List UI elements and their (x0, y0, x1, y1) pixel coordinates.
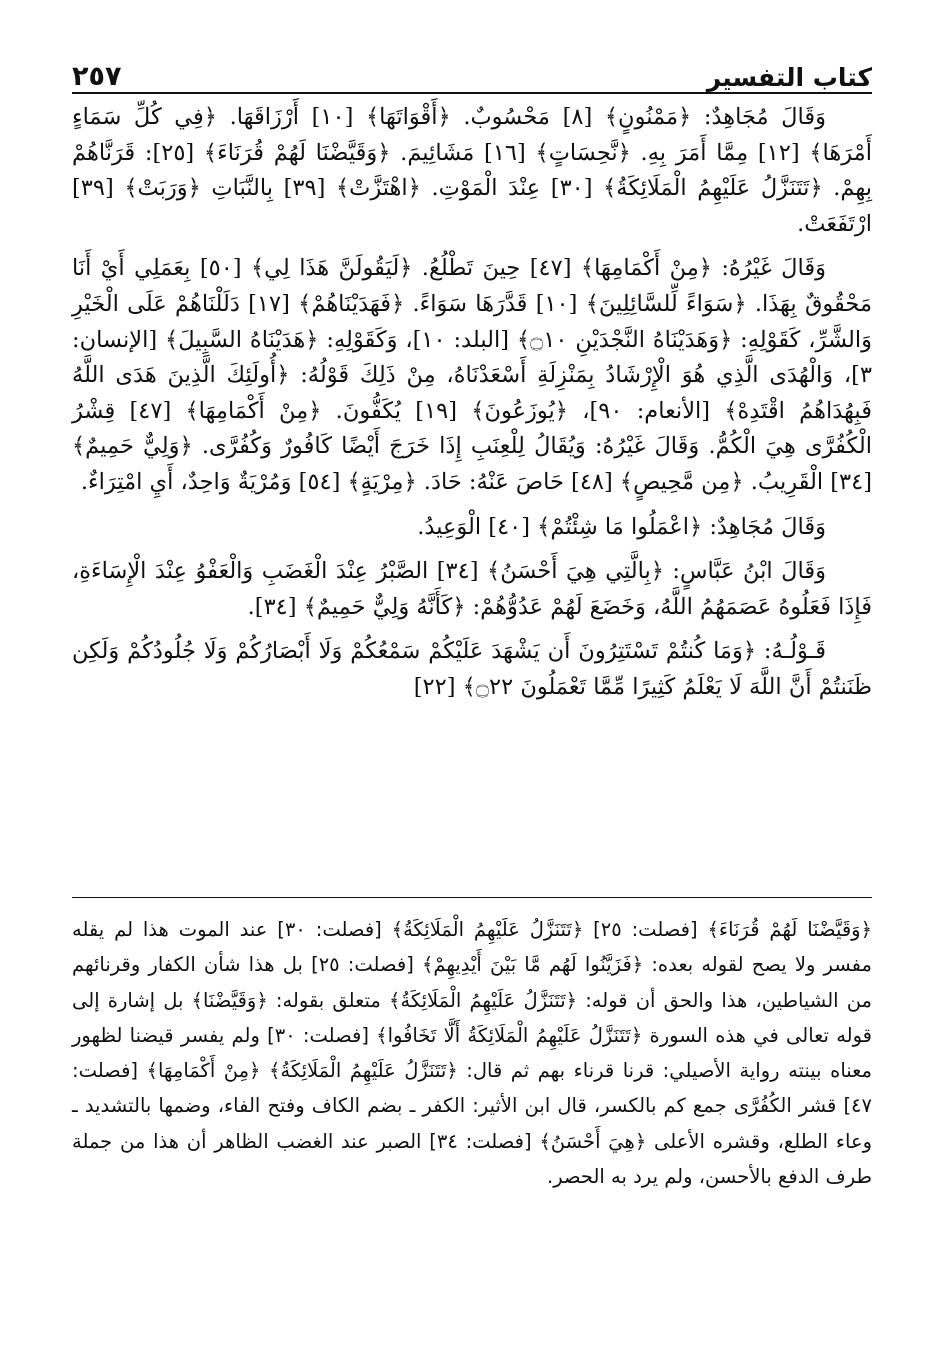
running-title: كتاب التفسير (706, 63, 872, 92)
footnote-rule (72, 897, 872, 898)
page-number: ٢٥٧ (72, 61, 122, 92)
paragraph: وَقَالَ ابْنُ عَبَّاسٍ: ﴿بِالَّتِي هِيَ أَحْسَنُ﴾ [٣٤] الصَّبْرُ عِنْدَ الْغَضَبِ وَالْعَفْوُ عِنْدَ الْإِسَاءَةِ، فَإِذَا فَعَلُوهُ عَصَمَهُمُ اللَّهُ، وَخَضَعَ لَهُمْ عَدُوُّهُمْ: ﴿كَأَنَّهُ وَلِيٌّ حَمِيمٌ﴾ [٣٤]. (72, 558, 872, 620)
header-rule (72, 92, 872, 94)
paragraph: قَـوْلُـهُ: ﴿وَمَا كُنتُمْ تَسْتَتِرُونَ أَن يَشْهَدَ عَلَيْكُمْ سَمْعُكُمْ وَلَا أَبْصَارُكُمْ وَلَا جُلُودُكُمْ وَلَكِن ظَنَنتُمْ أَنَّ اللَّهَ لَا يَعْلَمُ كَثِيرًا مِّمَّا تَعْمَلُونَ ۝٢٢﴾ [٢٢] (72, 638, 872, 700)
footnotes (72, 912, 872, 1194)
paragraph: وَقَالَ مُجَاهِدٌ: ﴿اعْمَلُوا مَا شِئْتُمْ﴾ [٤٠] الْوَعِيدُ. (417, 513, 826, 540)
paragraph: وَقَالَ مُجَاهِدٌ: ﴿مَمْنُونٍ﴾ [٨] مَحْسُوبٌ. ﴿أَقْوَاتَهَا﴾ [١٠] أَرْزَاقَهَا. ﴿فِي كُلِّ سَمَاءٍ أَمْرَهَا﴾ [١٢] مِمَّا أَمَرَ بِهِ. ﴿نَّحِسَاتٍ﴾ [١٦] مَشَائِيمَ. ﴿وَقَيَّضْنَا لَهُمْ قُرَنَاءَ﴾ [٢٥]: قَرَنَّاهُمْ بِهِمْ. ﴿تَتَنَزَّلُ عَلَيْهِمُ الْمَلَائِكَةُ﴾ [٣٠] عِنْدَ الْمَوْتِ. ﴿اهْتَزَّتْ﴾ [٣٩] بِالنَّبَاتِ ﴿وَرَبَتْ﴾ [٣٩] ارْتَفَعَتْ. (72, 104, 872, 237)
footnote-text: ﴿وَقَيَّضْنَا لَهُمْ قُرَنَاءَ﴾ [فصلت: ٢٥] ﴿تَتَنَزَّلُ عَلَيْهِمُ الْمَلَائِكَةُ﴾ [فصلت: ٣٠] عند الموت هذا لم يقله مفسر ولا يصح لقوله بعده: ﴿فَزَيَّنُوا لَهُم مَّا بَيْنَ أَيْدِيهِمْ﴾ [فصلت: ٢٥] بل هذا شأن الكفار وقرنائهم من الشياطين، هذا والحق أن قوله: ﴿تَتَنَزَّلُ عَلَيْهِمُ الْمَلَائِكَةُ﴾ متعلق بقوله: ﴿وَقَيَّضْنَا﴾ بل إشارة إلى قوله تعالى في هذه السورة ﴿تَتَنَزَّلُ عَلَيْهِمُ الْمَلَائِكَةُ أَلَّا تَخَافُوا﴾ [فصلت: ٣٠] ولم يفسر قيضنا لظهور معناه بينته رواية الأصيلي: قرنا قرناء بهم ثم قال: ﴿تَتَنَزَّلُ عَلَيْهِمُ الْمَلَائِكَةُ﴾ ﴿مِنْ أَكْمَامِهَا﴾ [فصلت: ٤٧] قشر الكُفُرَّى جمع كم بالكسر، قال ابن الأثير: الكفر ـ بضم الكاف وفتح الفاء، وضمها بالتشديد ـ وعاء الطلع، وقشره الأعلى ﴿هِيَ أَحْسَنُ﴾ [فصلت: ٣٤] الصبر عند الغضب الظاهر أن هذا من جملة طرف الدفع بالأحسن، ولم يرد به الحصر. (72, 918, 873, 1189)
page-header (72, 44, 872, 92)
paragraph: وَقَالَ غَيْرُهُ: ﴿مِنْ أَكْمَامِهَا﴾ [٤٧] حِينَ تَطْلُعُ. ﴿لَيَقُولَنَّ هَذَا لِي﴾ [٥٠] بِعَمَلِي أَيْ أَنَا مَحْقُوقٌ بِهَذَا. ﴿سَوَاءً لِّلسَّائِلِينَ﴾ [١٠] قَدَّرَهَا سَوَاءً. ﴿فَهَدَيْنَاهُمْ﴾ [١٧] دَلَلْنَاهُمْ عَلَى الْخَيْرِ وَالشَّرِّ، كَقَوْلِهِ: ﴿وَهَدَيْنَاهُ النَّجْدَيْنِ ۝١٠﴾ [البلد: ١٠]، وَكَقَوْلِهِ: ﴿هَدَيْنَاهُ السَّبِيلَ﴾ [الإنسان: ٣]، وَالْهُدَى الَّذِي هُوَ الْإِرْشَادُ بِمَنْزِلَةِ أَسْعَدْنَاهُ، مِنْ ذَلِكَ قَوْلُهُ: ﴿أُولَئِكَ الَّذِينَ هَدَى اللَّهُ فَبِهُدَاهُمُ اقْتَدِهْ﴾ [الأنعام: ٩٠]، ﴿يُوزَعُونَ﴾ [١٩] يُكَفُّونَ. ﴿مِنْ أَكْمَامِهَا﴾ [٤٧] قِشْرُ الْكُفُرَّى هِيَ الْكُمُّ. وَقَالَ غَيْرُهُ: وَيُقَالُ لِلْعِنَبِ إِذَا خَرَجَ أَيْضًا كَافُورٌ وَكُفُرَّى. ﴿وَلِيٌّ حَمِيمٌ﴾ [٣٤] الْقَرِيبُ. ﴿مِن مَّحِيصٍ﴾ [٤٨] حَاصَ عَنْهُ: حَادَ. ﴿مِرْيَةٍ﴾ [٥٤] وَمُرْيَةٌ وَاحِدٌ، أَيِ امْتِرَاءٌ. (72, 255, 872, 495)
main-text (72, 100, 872, 715)
